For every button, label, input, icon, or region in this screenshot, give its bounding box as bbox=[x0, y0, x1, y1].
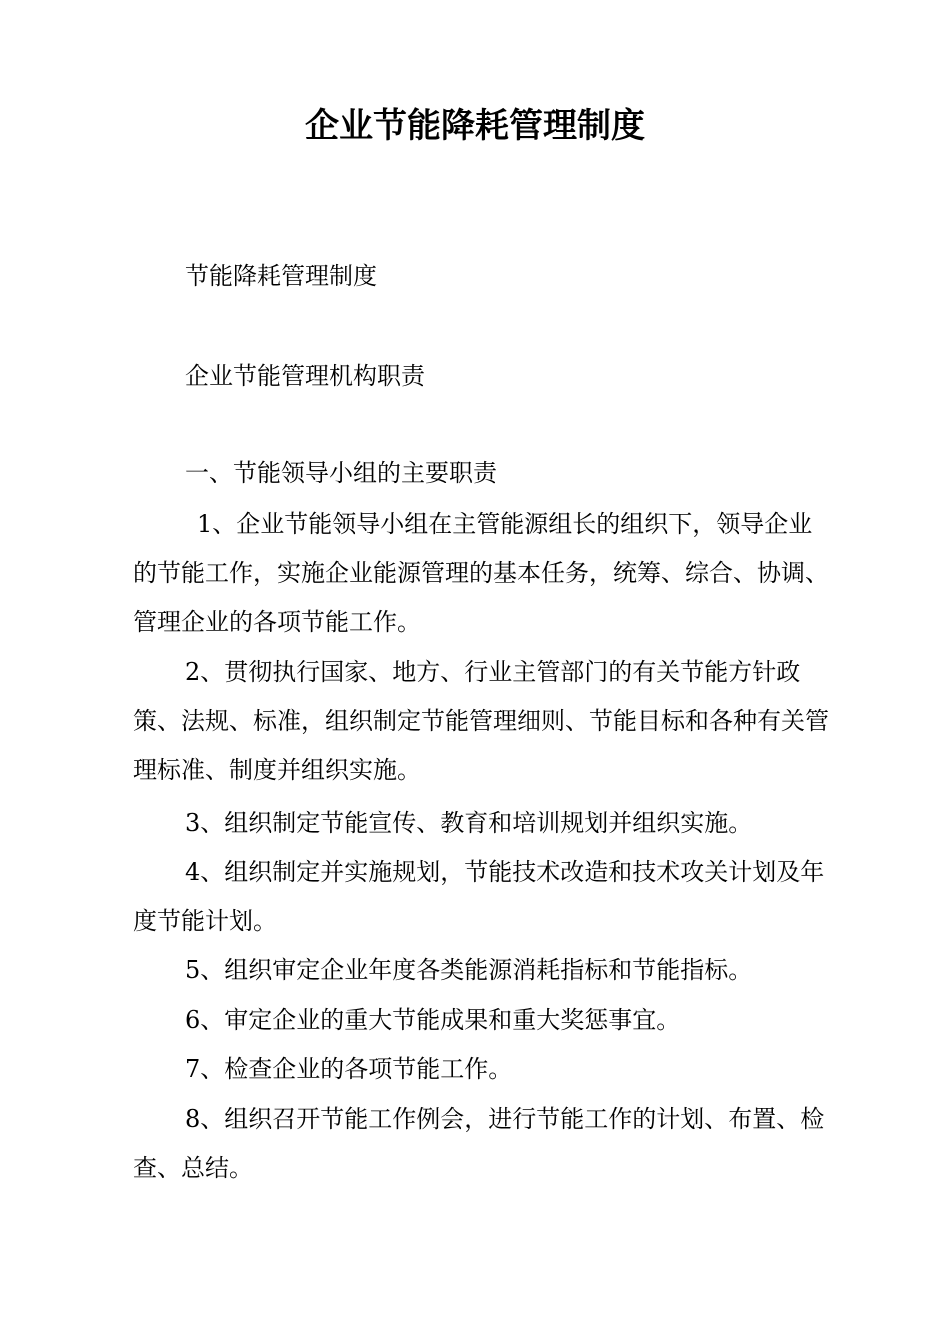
list-item: 2、贯彻执行国家、地方、行业主管部门的有关节能方针政策、法规、标准，组织制定节能管理细则、节能目标和各种有关管理标准、制度并组织实施。 bbox=[133, 658, 829, 784]
subsection-title: 一、节能领导小组的主要职责 bbox=[185, 459, 497, 487]
list-item: 3、组织制定节能宣传、教育和培训规划并组织实施。 bbox=[185, 809, 753, 837]
list-item: 1、企业节能领导小组在主管能源组长的组织下，领导企业的节能工作，实施企业能源管理的基本任务，统筹、综合、协调、管理企业的各项节能工作。 bbox=[133, 510, 829, 636]
list-item: 8、组织召开节能工作例会，进行节能工作的计划、布置、检查、总结。 bbox=[133, 1105, 825, 1182]
list-item: 5、组织审定企业年度各类能源消耗指标和节能指标。 bbox=[185, 956, 753, 984]
list-item: 4、组织制定并实施规划，节能技术改造和技术攻关计划及年度节能计划。 bbox=[133, 858, 825, 935]
document-subtitle: 节能降耗管理制度 bbox=[185, 262, 377, 290]
list-item: 7、检查企业的各项节能工作。 bbox=[185, 1055, 513, 1083]
list-item: 6、审定企业的重大节能成果和重大奖惩事宜。 bbox=[185, 1006, 681, 1034]
document-title: 企业节能降耗管理制度 bbox=[305, 106, 645, 146]
section-title: 企业节能管理机构职责 bbox=[185, 362, 425, 390]
